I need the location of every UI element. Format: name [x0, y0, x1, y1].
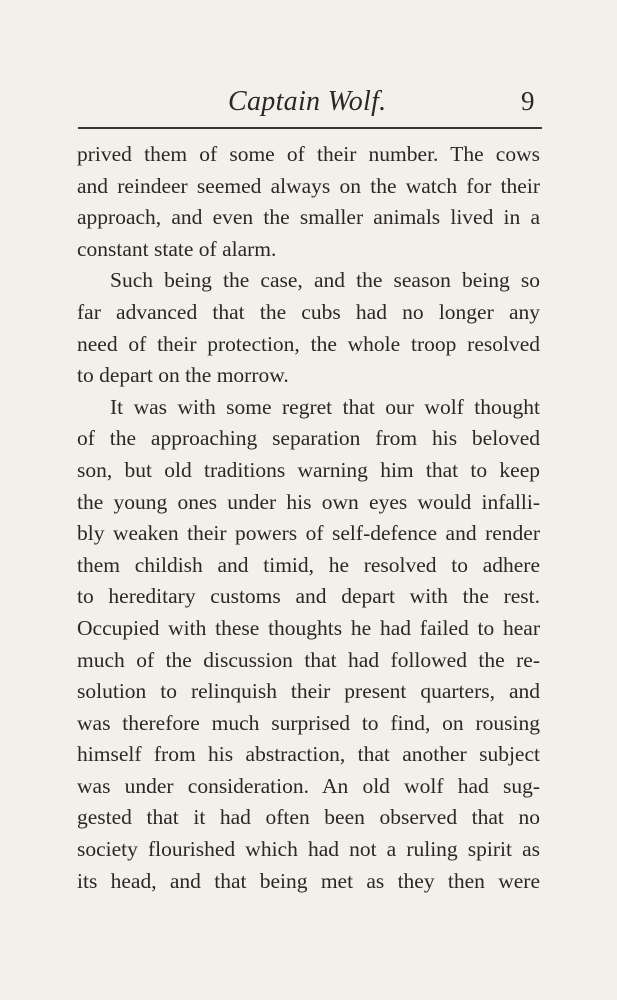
text-line: gested that it had often been observed that no	[77, 805, 540, 830]
running-head	[0, 86, 617, 126]
text-line: was under consideration. An old wolf had sug-	[77, 773, 540, 798]
page-number: 9	[521, 86, 535, 116]
text-line: bly weaken their powers of self-defence and render	[77, 521, 540, 546]
text-line: its head, and that being met as they then were	[77, 868, 540, 893]
text-line: Such being the case, and the season being so	[110, 268, 540, 293]
text-line: solution to relinquish their present quarters, and	[77, 679, 540, 704]
text-line: and reindeer seemed always on the watch for their	[77, 173, 540, 198]
text-line: far advanced that the cubs had no longer any	[77, 299, 540, 324]
header-rule	[78, 127, 542, 129]
text-line: himself from his abstraction, that another subject	[77, 742, 540, 767]
text-line: prived them of some of their number. The cows	[77, 142, 540, 166]
text-line: It was with some regret that our wolf thought	[110, 394, 540, 419]
text-line: of the approaching separation from his beloved	[77, 426, 540, 451]
running-title: Captain Wolf.	[228, 86, 387, 117]
text-line: them childish and timid, he resolved to adhere	[77, 552, 540, 577]
text-line: much of the discussion that had followed the re-	[77, 647, 540, 672]
text-line: was therefore much surprised to find, on rousing	[77, 710, 540, 735]
text-line: Occupied with these thoughts he had failed to hear	[77, 615, 540, 640]
text-line: to hereditary customs and depart with the rest.	[77, 584, 540, 609]
text-line: constant state of alarm.	[77, 236, 277, 261]
text-line: son, but old traditions warning him that to keep	[77, 457, 540, 482]
text-line: need of their protection, the whole troop resolved	[77, 331, 540, 356]
text-line: the young ones under his own eyes would infalli-	[77, 489, 540, 514]
text-line: society flourished which had not a ruling spirit as	[77, 837, 540, 862]
body-text	[77, 139, 540, 897]
text-line: to depart on the morrow.	[77, 363, 289, 388]
text-line: approach, and even the smaller animals lived in a	[77, 205, 540, 230]
